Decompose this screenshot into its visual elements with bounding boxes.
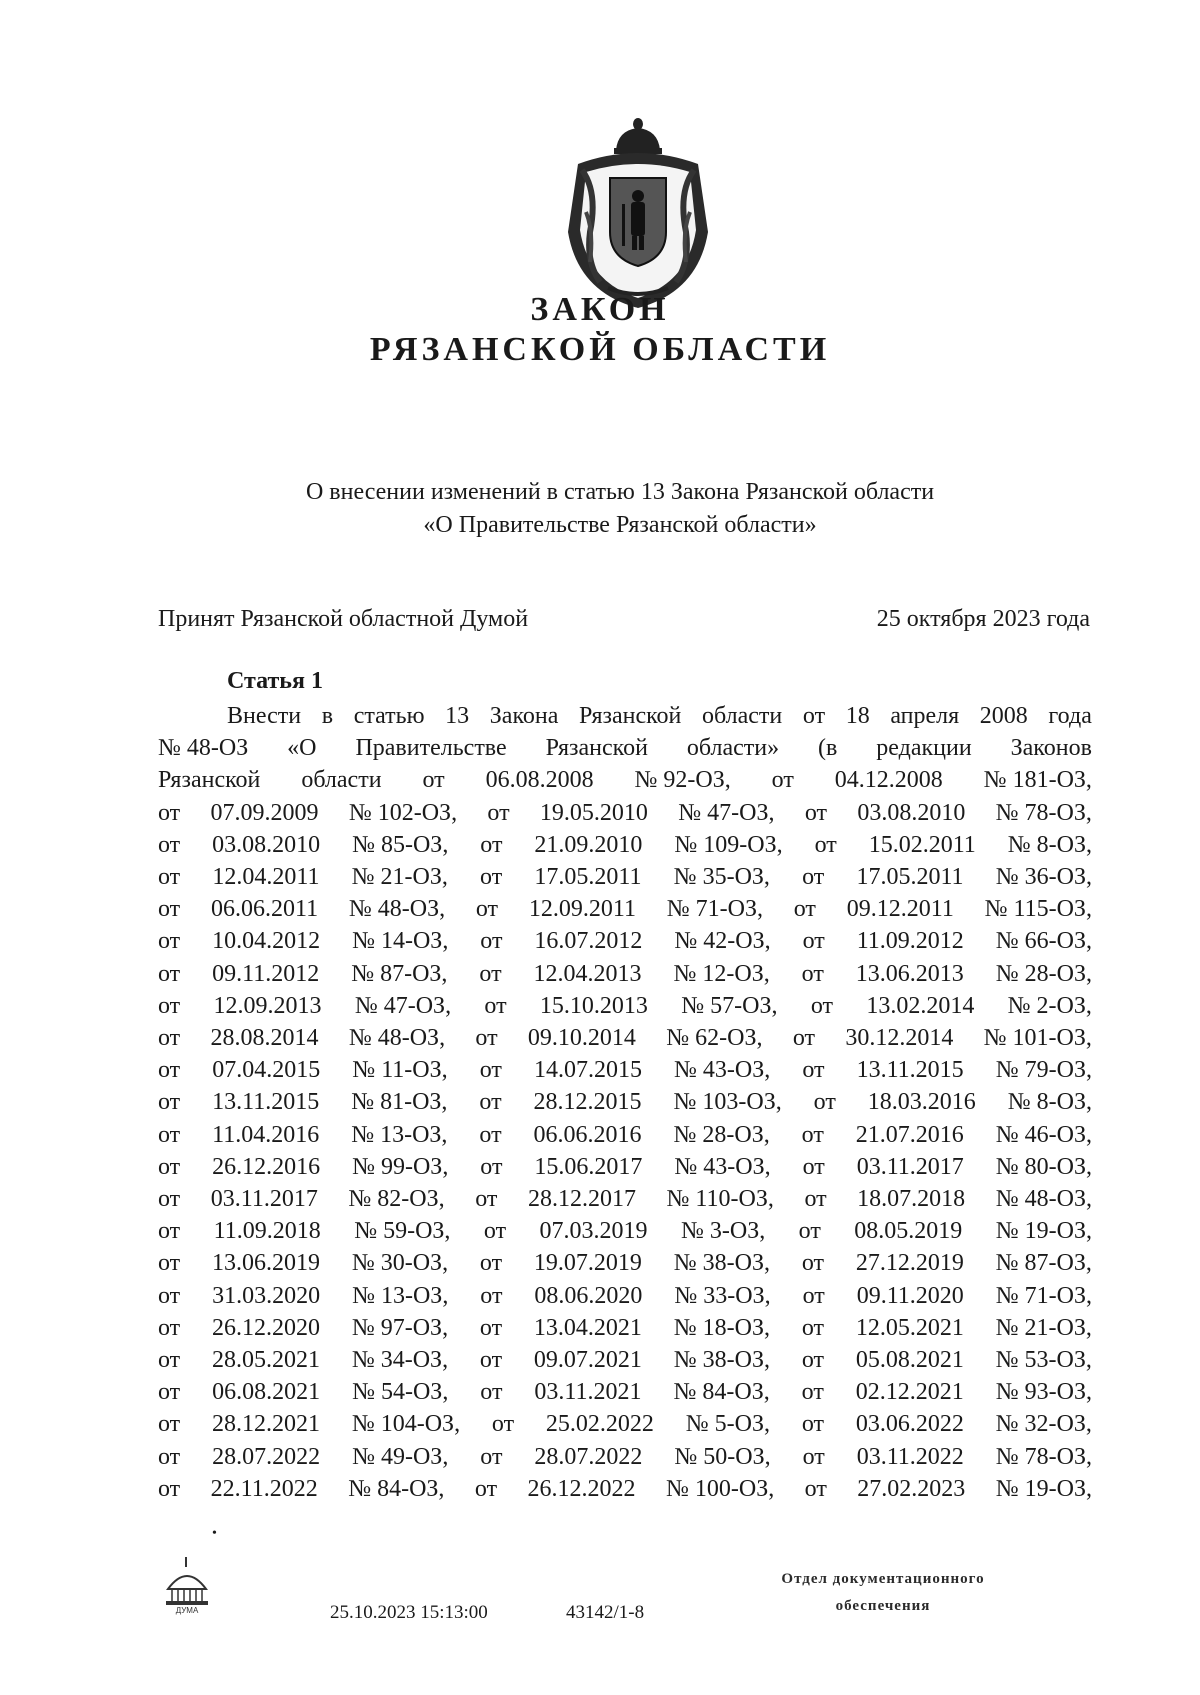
- article-line: от 07.04.2015 № 11-ОЗ, от 14.07.2015 № 43-ОЗ, от 13.11.2015 № 79-ОЗ,: [158, 1057, 1092, 1084]
- duma-logo-icon: [160, 1555, 214, 1615]
- law-title-line2: РЯЗАНСКОЙ ОБЛАСТИ: [369, 331, 831, 368]
- article-line: Рязанской области от 06.08.2008 № 92-ОЗ, от 04.12.2008 № 181-ОЗ,: [158, 767, 1092, 794]
- article-line: от 31.03.2020 № 13-ОЗ, от 08.06.2020 № 33-ОЗ, от 09.11.2020 № 71-ОЗ,: [158, 1282, 1092, 1309]
- law-title-line1: ЗАКОН: [530, 291, 670, 328]
- article-line: от 26.12.2020 № 97-ОЗ, от 13.04.2021 № 18-ОЗ, от 12.05.2021 № 21-ОЗ,: [158, 1314, 1092, 1341]
- article-line: от 26.12.2016 № 99-ОЗ, от 15.06.2017 № 43-ОЗ, от 03.11.2017 № 80-ОЗ,: [158, 1153, 1092, 1180]
- article-line: от 28.05.2021 № 34-ОЗ, от 09.07.2021 № 38-ОЗ, от 05.08.2021 № 53-ОЗ,: [158, 1347, 1092, 1374]
- coat-of-arms-icon: [538, 112, 738, 312]
- duma-logo-text: ДУМА: [175, 1606, 199, 1615]
- article-line: от 03.08.2010 № 85-ОЗ, от 21.09.2010 № 109-ОЗ, от 15.02.2011 № 8-ОЗ,: [158, 831, 1092, 858]
- scan-speck: •: [212, 1526, 217, 1541]
- article-line: № 48-ОЗ «О Правительстве Рязанской области» (в редакции Законов: [158, 735, 1092, 762]
- article-line: от 09.11.2012 № 87-ОЗ, от 12.04.2013 № 12-ОЗ, от 13.06.2013 № 28-ОЗ,: [158, 960, 1092, 987]
- article-line: от 06.06.2011 № 48-ОЗ, от 12.09.2011 № 71-ОЗ, от 09.12.2011 № 115-ОЗ,: [158, 896, 1092, 923]
- article-line: от 06.08.2021 № 54-ОЗ, от 03.11.2021 № 84-ОЗ, от 02.12.2021 № 93-ОЗ,: [158, 1379, 1092, 1406]
- adoption-date: 25 октября 2023 года: [876, 606, 1090, 632]
- article-line: Внести в статью 13 Закона Рязанской области от 18 апреля 2008 года: [227, 703, 1092, 729]
- article-line: от 22.11.2022 № 84-ОЗ, от 26.12.2022 № 100-ОЗ, от 27.02.2023 № 19-ОЗ,: [158, 1475, 1092, 1502]
- subject-line1: О внесении изменений в статью 13 Закона Рязанской области: [305, 479, 935, 505]
- article-body: [158, 700, 1092, 1505]
- article-line: от 28.12.2021 № 104-ОЗ, от 25.02.2022 № 5-ОЗ, от 03.06.2022 № 32-ОЗ,: [158, 1411, 1092, 1438]
- adoption-label: Принят Рязанской областной Думой: [158, 606, 529, 632]
- article-line: от 03.11.2017 № 82-ОЗ, от 28.12.2017 № 110-ОЗ, от 18.07.2018 № 48-ОЗ,: [158, 1186, 1092, 1213]
- article-line: от 28.08.2014 № 48-ОЗ, от 09.10.2014 № 62-ОЗ, от 30.12.2014 № 101-ОЗ,: [158, 1025, 1092, 1052]
- law-title: [0, 290, 1200, 370]
- article-line: от 12.04.2011 № 21-ОЗ, от 17.05.2011 № 35-ОЗ, от 17.05.2011 № 36-ОЗ,: [158, 864, 1092, 891]
- department-stamp: [733, 1566, 1033, 1620]
- article-line: от 13.06.2019 № 30-ОЗ, от 19.07.2019 № 38-ОЗ, от 27.12.2019 № 87-ОЗ,: [158, 1250, 1092, 1277]
- article-line: от 13.11.2015 № 81-ОЗ, от 28.12.2015 № 103-ОЗ, от 18.03.2016 № 8-ОЗ,: [158, 1089, 1092, 1116]
- footer-timestamp: 25.10.2023 15:13:00: [330, 1602, 488, 1623]
- footer-reg-number: 43142/1-8: [566, 1602, 645, 1623]
- article-line: от 07.09.2009 № 102-ОЗ, от 19.05.2010 № 47-ОЗ, от 03.08.2010 № 78-ОЗ,: [158, 799, 1092, 826]
- law-subject: [0, 476, 1200, 542]
- article-line: от 11.04.2016 № 13-ОЗ, от 06.06.2016 № 28-ОЗ, от 21.07.2016 № 46-ОЗ,: [158, 1121, 1092, 1148]
- article-line: от 11.09.2018 № 59-ОЗ, от 07.03.2019 № 3-ОЗ, от 08.05.2019 № 19-ОЗ,: [158, 1218, 1092, 1245]
- stamp-line2: обеспечения: [835, 1598, 931, 1614]
- stamp-line1: Отдел документационного: [781, 1571, 985, 1587]
- article-line: от 12.09.2013 № 47-ОЗ, от 15.10.2013 № 57-ОЗ, от 13.02.2014 № 2-ОЗ,: [158, 992, 1092, 1019]
- subject-line2: «О Правительстве Рязанской области»: [423, 512, 817, 538]
- article-line: от 10.04.2012 № 14-ОЗ, от 16.07.2012 № 42-ОЗ, от 11.09.2012 № 66-ОЗ,: [158, 928, 1092, 955]
- article-line: от 28.07.2022 № 49-ОЗ, от 28.07.2022 № 50-ОЗ, от 03.11.2022 № 78-ОЗ,: [158, 1443, 1092, 1470]
- article-heading: Статья 1: [227, 668, 323, 694]
